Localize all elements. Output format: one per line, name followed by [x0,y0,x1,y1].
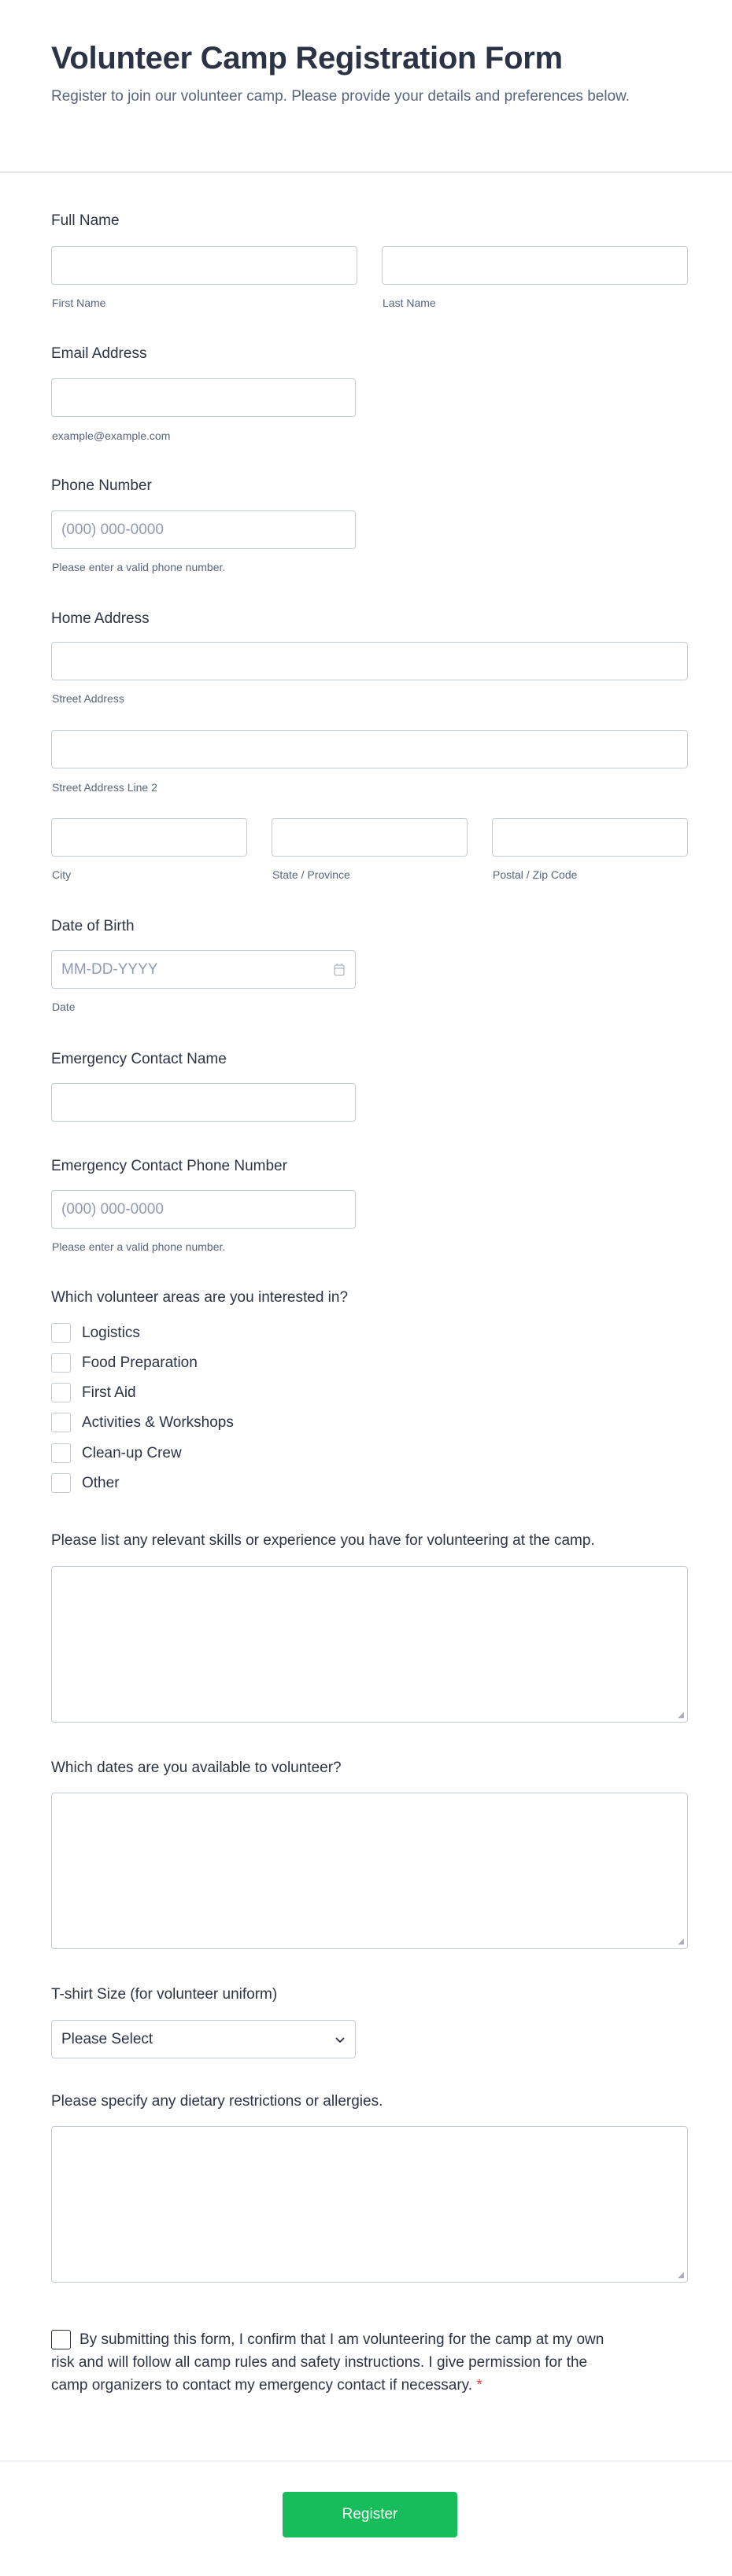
option-label: Other [82,1474,120,1491]
ec-name-label: Emergency Contact Name [51,1051,227,1067]
page-subtitle: Register to join our volunteer camp. Please provide your details and preferences below. [51,88,630,105]
calendar-icon[interactable] [333,963,346,977]
area-option-cleanup[interactable] [51,1443,182,1463]
checkbox[interactable] [51,1353,71,1373]
dates-textarea[interactable] [51,1793,688,1949]
dob-placeholder: MM-DD-YYYY [61,960,158,978]
option-label: First Aid [82,1384,136,1401]
area-option-other[interactable] [51,1473,120,1493]
email-label: Email Address [51,345,147,362]
dietary-textarea[interactable] [51,2126,688,2283]
first-name-hint: First Name [52,297,106,309]
page-title: Volunteer Camp Registration Form [51,41,563,76]
option-label: Clean-up Crew [82,1444,182,1461]
ec-phone-label: Emergency Contact Phone Number [51,1158,287,1174]
ec-name-input[interactable] [51,1083,356,1122]
last-name-hint: Last Name [383,297,436,309]
phone-placeholder: (000) 000-0000 [61,521,164,538]
checkbox[interactable] [51,1383,71,1402]
ec-phone-placeholder: (000) 000-0000 [61,1200,164,1218]
city-input[interactable] [51,818,247,857]
option-label: Activities & Workshops [82,1413,234,1431]
last-name-input[interactable] [382,246,688,285]
option-label: Food Preparation [82,1354,198,1371]
checkbox[interactable] [51,1473,71,1493]
area-option-activities[interactable] [51,1413,234,1432]
state-hint: State / Province [272,868,350,881]
chevron-down-icon [335,2036,346,2043]
tshirt-label: T-shirt Size (for volunteer uniform) [51,1986,278,2003]
consent-text [51,2328,618,2397]
state-input[interactable] [272,818,468,857]
area-option-first-aid[interactable] [51,1383,136,1402]
tshirt-select[interactable] [51,2020,356,2058]
phone-input[interactable] [51,510,356,549]
skills-textarea[interactable] [51,1566,688,1723]
street2-input[interactable] [51,730,688,768]
address-label: Home Address [51,610,150,627]
required-asterisk: * [476,2377,482,2394]
resize-handle-icon[interactable]: ◢ [678,2271,684,2279]
ec-phone-hint: Please enter a valid phone number. [52,1240,226,1253]
checkbox[interactable] [51,1413,71,1432]
header-divider [0,171,732,173]
resize-handle-icon[interactable]: ◢ [678,1937,684,1946]
skills-label: Please list any relevant skills or experience you have for volunteering at the camp. [51,1532,595,1549]
areas-label: Which volunteer areas are you interested in? [51,1289,349,1306]
checkbox[interactable] [51,1323,71,1343]
checkbox[interactable] [51,1443,71,1463]
footer-divider [0,2460,732,2462]
dates-label: Which dates are you available to volunteer? [51,1760,342,1776]
dietary-label: Please specify any dietary restrictions or allergies. [51,2093,383,2110]
email-input[interactable] [51,378,356,417]
phone-hint: Please enter a valid phone number. [52,561,226,573]
street-input[interactable] [51,642,688,680]
first-name-input[interactable] [51,246,357,285]
ec-phone-input[interactable] [51,1190,356,1229]
postal-hint: Postal / Zip Code [493,868,578,881]
area-option-logistics[interactable] [51,1323,140,1343]
city-hint: City [52,868,72,881]
resize-handle-icon[interactable]: ◢ [678,1711,684,1719]
postal-input[interactable] [492,818,688,857]
phone-label: Phone Number [51,477,152,494]
street-hint: Street Address [52,692,124,705]
register-button[interactable]: Register [283,2492,457,2537]
dob-label: Date of Birth [51,918,135,934]
tshirt-selected: Please Select [61,2030,153,2047]
dob-input[interactable] [51,950,356,989]
full-name-label: Full Name [51,212,120,229]
street2-hint: Street Address Line 2 [52,781,157,794]
option-label: Logistics [82,1324,140,1341]
email-hint: example@example.com [52,429,171,442]
area-option-food-preparation[interactable] [51,1353,198,1373]
consent-label: By submitting this form, I confirm that I am volunteering for the camp at my own risk and will follow all camp rules and safety instructions. I give permission for the camp organizers to contact my emergency contact if necessary. [51,2331,604,2394]
dob-hint: Date [52,1001,76,1013]
